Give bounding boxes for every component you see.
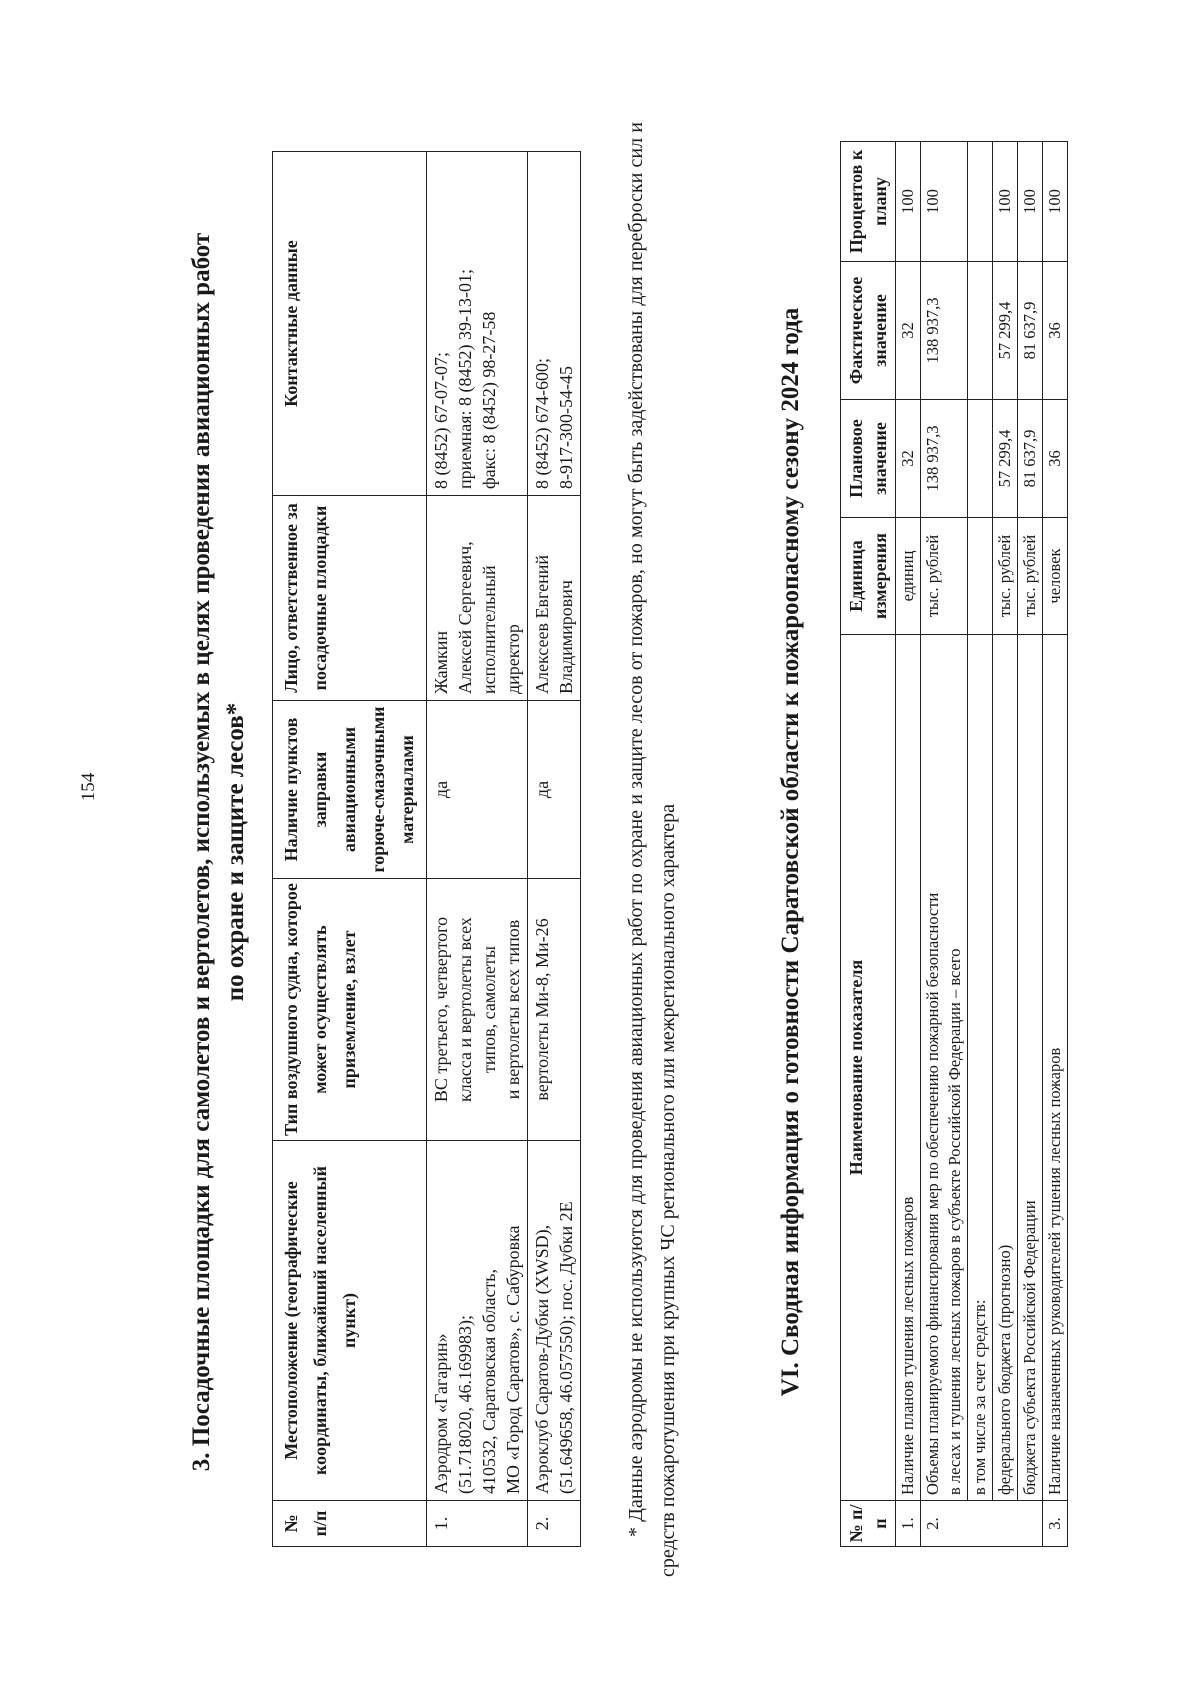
table-row: [1043, 142, 1068, 1547]
section3-title: [185, 127, 253, 1577]
cell-name: федерального бюджета (прогнозно): [993, 635, 1018, 1501]
footnote-text: * Данные аэродромы не используются для проведения авиационных работ по охране и защите лесов от пожаров, но могут быть задействованы для переброски сил и средств пожаротушения при крупных ЧС регионального или межрегионального характера: [625, 122, 679, 1577]
col-header-aircraft: Тип воздушного судна, которое может осуществлять приземление, взлет: [273, 879, 427, 1141]
cell-percent: 100: [1043, 142, 1068, 262]
cell-fuel: да: [427, 701, 528, 879]
cell-unit: человек: [1043, 518, 1068, 635]
cell-unit: [968, 518, 993, 635]
readiness-table: [840, 141, 1068, 1547]
cell-unit: тыс. рублей: [1018, 518, 1043, 635]
cell-line: Владимирович: [556, 580, 576, 694]
cell-person: [427, 496, 528, 701]
col-header-person: Лицо, ответственное за посадочные площадки: [273, 496, 427, 701]
footnote: [620, 122, 684, 1577]
cell-line: (51.718020, 46.169983);: [455, 1315, 475, 1494]
cell-line: 8 (8452) 67-07-07;: [431, 352, 451, 489]
table-header-row: [841, 142, 896, 1547]
cell-plan: [968, 400, 993, 518]
cell-contacts: [427, 152, 528, 496]
cell-name: Наличие назначенных руководителей тушения лесных пожаров: [1043, 635, 1068, 1501]
cell-line: Аэродром «Гагарин»: [431, 1333, 451, 1494]
cell-line: ВС третьего, четвертого: [431, 916, 451, 1103]
cell-name: в том числе за счет средств:: [968, 635, 993, 1501]
page-number: 154: [78, 772, 99, 802]
section3-title-line2: по охране и защите лесов*: [222, 702, 249, 1002]
col-header-fact: Фактическое значение: [841, 262, 896, 400]
cell-line: Аэроклуб Саратов-Дубки (XWSD),: [532, 1224, 552, 1494]
cell-plan: 32: [896, 400, 921, 518]
cell-percent: [968, 142, 993, 262]
cell-num: 2.: [528, 1501, 581, 1547]
cell-percent: 100: [921, 142, 968, 262]
cell-num: 2.: [921, 1501, 1043, 1547]
cell-num: 1.: [427, 1501, 528, 1547]
cell-fact: 57 299,4: [993, 262, 1018, 400]
cell-fact: 81 637,9: [1018, 262, 1043, 400]
cell-aircraft: [427, 879, 528, 1141]
col-header-unit: Единица измерения: [841, 518, 896, 635]
cell-line: 8 (8452) 674-600;: [532, 358, 552, 489]
cell-line: Алексеев Евгений: [532, 555, 552, 694]
cell-line: (51.649658, 46.057550); пос. Дубки 2Е: [556, 1201, 576, 1494]
section3-title-line1: 3. Посадочные площадки для самолетов и вертолетов, используемых в целях проведения авиационных работ: [188, 232, 215, 1472]
cell-line: Жамкин: [431, 630, 451, 694]
cell-line: исполнительный: [479, 565, 499, 694]
cell-num: 3.: [1043, 1501, 1068, 1547]
table-row: [921, 142, 968, 1547]
cell-line: в лесах и тушения лесных пожаров в субъекте Российской Федерации – всего: [945, 948, 964, 1495]
cell-name: бюджета субъекта Российской Федерации: [1018, 635, 1043, 1501]
cell-line: и вертолеты всех типов: [503, 919, 523, 1100]
cell-fact: [968, 262, 993, 400]
cell-percent: 100: [1018, 142, 1043, 262]
table-row: [528, 152, 581, 1547]
cell-fact: 32: [896, 262, 921, 400]
cell-line: приемная: 8 (8452) 39-13-01;: [455, 268, 475, 489]
cell-line: вертолеты Ми-8, Ми-26: [532, 918, 552, 1101]
table-row: [1018, 142, 1043, 1547]
cell-percent: 100: [896, 142, 921, 262]
cell-line: Объемы планируемого финансирования мер по обеспечению пожарной безопасности: [923, 892, 942, 1495]
cell-plan: 36: [1043, 400, 1068, 518]
cell-name: Наличие планов тушения лесных пожаров: [896, 635, 921, 1501]
cell-plan: 138 937,3: [921, 400, 968, 518]
cell-fuel: да: [528, 701, 581, 879]
col-header-num: № п/п: [841, 1501, 896, 1547]
cell-unit: тыс. рублей: [993, 518, 1018, 635]
col-header-percent: Процентов к плану: [841, 142, 896, 262]
cell-line: типов, самолеты: [479, 946, 499, 1073]
table-row: [427, 152, 528, 1547]
cell-contacts: [528, 152, 581, 496]
cell-line: 410532, Саратовская область,: [479, 1268, 499, 1494]
cell-line: МО «Город Саратов», с. Сабуровка: [503, 1225, 523, 1494]
section6-title: VI. Сводная информация о готовности Саратовской области к пожароопасному сезону 2024 года: [777, 307, 804, 1397]
cell-line: 8-917-300-54-45: [556, 366, 576, 489]
cell-line: факс: 8 (8452) 98-27-58: [479, 311, 499, 489]
cell-percent: 100: [993, 142, 1018, 262]
landing-sites-table: [272, 151, 581, 1547]
col-header-plan: Плановое значение: [841, 400, 896, 518]
cell-num: 1.: [896, 1501, 921, 1547]
table-row: [993, 142, 1018, 1547]
cell-line: класса и вертолеты всех: [455, 917, 475, 1102]
cell-aircraft: [528, 879, 581, 1141]
col-header-location: Местоположение (географические координаты, ближайший населенный пункт): [273, 1141, 427, 1501]
cell-unit: тыс. рублей: [921, 518, 968, 635]
cell-plan: 57 299,4: [993, 400, 1018, 518]
cell-location: [528, 1141, 581, 1501]
table-row: [896, 142, 921, 1547]
cell-line: Алексей Сергеевич,: [455, 541, 475, 694]
cell-name: [921, 635, 968, 1501]
col-header-num: № п/п: [273, 1501, 427, 1547]
cell-unit: единиц: [896, 518, 921, 635]
cell-fact: 36: [1043, 262, 1068, 400]
col-header-fuel: Наличие пунктов заправки авиационными горюче-смазочными материалами: [273, 701, 427, 879]
cell-line: директор: [503, 624, 523, 694]
col-header-contacts: Контактные данные: [273, 152, 427, 496]
cell-plan: 81 637,9: [1018, 400, 1043, 518]
cell-location: [427, 1141, 528, 1501]
cell-fact: 138 937,3: [921, 262, 968, 400]
table-row: [968, 142, 993, 1547]
col-header-name: Наименование показателя: [841, 635, 896, 1501]
table-header-row: [273, 152, 427, 1547]
cell-person: [528, 496, 581, 701]
